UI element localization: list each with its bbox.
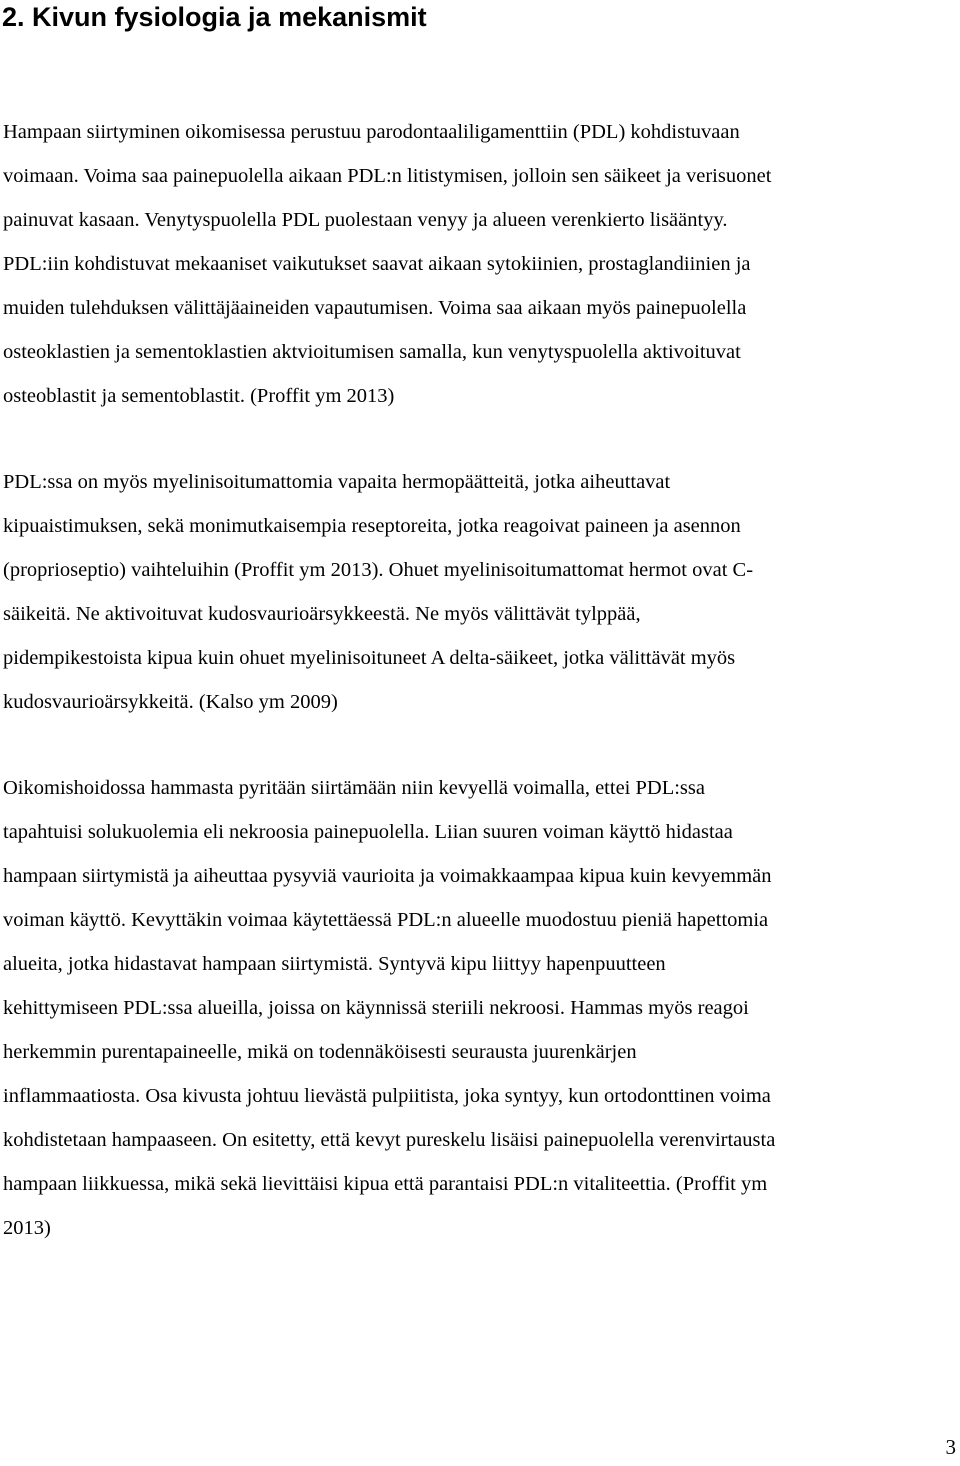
text-line: PDL:ssa on myös myelinisoitumattomia vapaita hermopäätteitä, jotka aiheuttavat [3,471,671,493]
paragraph-pdl-nerves [3,460,958,724]
text-line: muiden tulehduksen välittäjäaineiden vapautumisen. Voima saa aikaan myös painepuolella [3,297,747,319]
text-line: säikeitä. Ne aktivoituvat kudosvaurioärsykkeestä. Ne myös välittävät tylppää, [3,603,641,625]
text-line: PDL:iin kohdistuvat mekaaniset vaikutukset saavat aikaan sytokiinien, prostaglandiinien ja [3,253,751,275]
text-line: pidempikestoista kipua kuin ohuet myelinisoituneet A delta-säikeet, jotka välittävät myös [3,647,736,669]
text-line: kohdistetaan hampaaseen. On esitetty, että kevyt pureskelu lisäisi painepuolella verenvirtausta [3,1129,776,1151]
text-line: kudosvaurioärsykkeitä. (Kalso ym 2009) [3,691,338,713]
text-line: kipuaistimuksen, sekä monimutkaisempia reseptoreita, jotka reagoivat paineen ja asennon [3,515,741,537]
text-line: osteoblastit ja sementoblastit. (Proffit ym 2013) [3,385,395,407]
paragraph-pdl-mechanics [3,110,958,418]
page-number: 3 [945,1435,956,1459]
text-line: Oikomishoidossa hammasta pyritään siirtämään niin kevyellä voimalla, ettei PDL:ssa [3,777,705,799]
text-line: kehittymiseen PDL:ssa alueilla, joissa on käynnissä steriili nekroosi. Hammas myös reagoi [3,997,749,1019]
text-line: 2013) [3,1217,51,1239]
text-line: tapahtuisi solukuolemia eli nekroosia painepuolella. Liian suuren voiman käyttö hidastaa [3,821,733,843]
text-line: hampaan siirtymistä ja aiheuttaa pysyviä vaurioita ja voimakkaampaa kipua kuin kevyemmän [3,865,772,887]
text-line: inflammaatiosta. Osa kivusta johtuu lievästä pulpiitista, joka syntyy, kun ortodonttinen voima [3,1085,771,1107]
text-line: (proprioseptio) vaihteluihin (Proffit ym 2013). Ohuet myelinisoitumattomat hermot ovat C- [3,559,754,581]
text-line: herkemmin purentapaineelle, mikä on todennäköisesti seurausta juurenkärjen [3,1041,637,1063]
text-line: Hampaan siirtyminen oikomisessa perustuu parodontaaliligamenttiin (PDL) kohdistuvaan [3,121,740,143]
text-line: alueita, jotka hidastavat hampaan siirtymistä. Syntyvä kipu liittyy hapenpuutteen [3,953,666,975]
text-line: voimaan. Voima saa painepuolella aikaan PDL:n litistymisen, jolloin sen säikeet ja verisuonet [3,165,772,187]
text-line: painuvat kasaan. Venytyspuolella PDL puolestaan venyy ja alueen verenkierto lisääntyy. [3,209,728,231]
text-line: osteoklastien ja sementoklastien aktvioitumisen samalla, kun venytyspuolella aktivoituvat [3,341,741,363]
section-heading: 2. Kivun fysiologia ja mekanismit [2,2,427,32]
text-line: hampaan liikkuessa, mikä sekä lievittäisi kipua että parantaisi PDL:n vitaliteettia. (Proffit ym [3,1173,768,1195]
text-line: voiman käyttö. Kevyttäkin voimaa käytettäessä PDL:n alueelle muodostuu pieniä hapettomia [3,909,769,931]
paragraph-orthodontic-force [3,766,958,1250]
